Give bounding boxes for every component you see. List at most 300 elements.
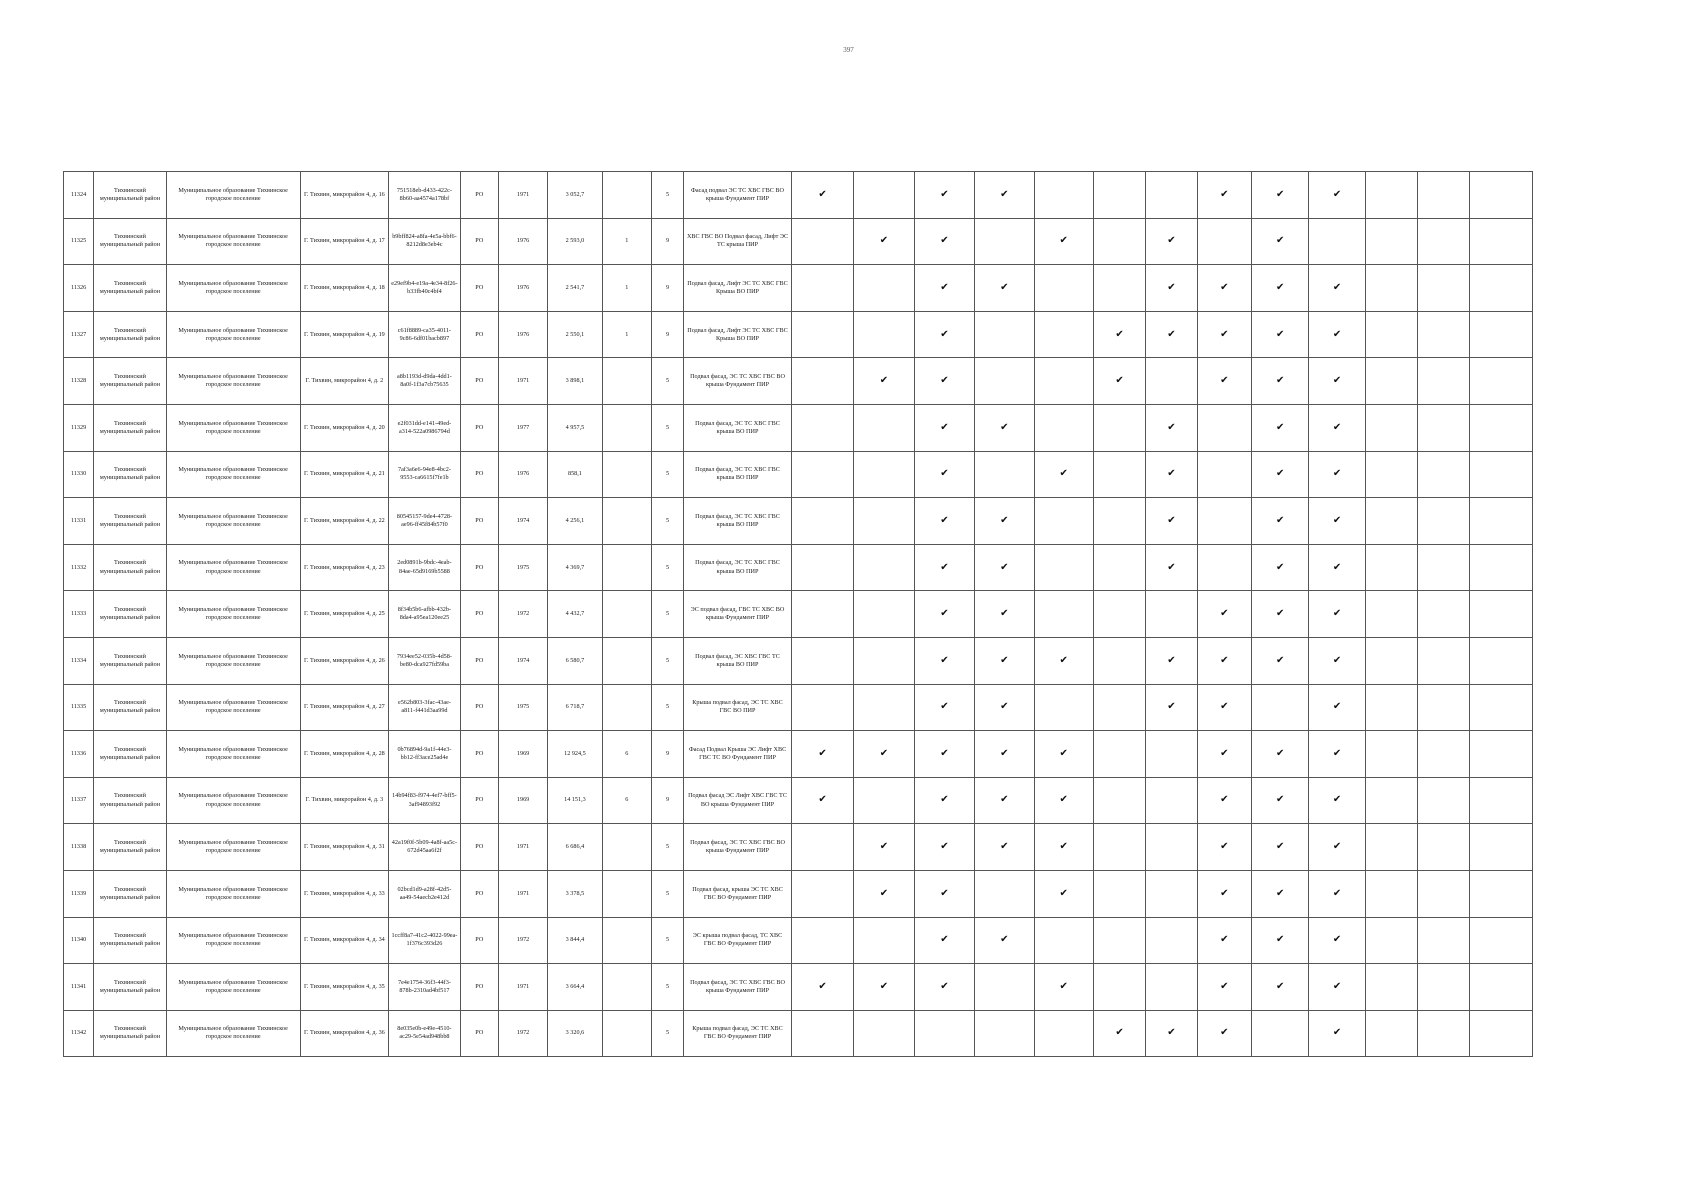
construction-year: 1971 — [498, 172, 547, 219]
work-type-cell-11 — [1365, 311, 1417, 358]
work-type-cell-6 — [1093, 637, 1145, 684]
work-type-cell-12 — [1418, 265, 1470, 312]
floors-count: 9 — [651, 265, 683, 312]
work-type-cell-2 — [854, 870, 914, 917]
checkmark-icon: ✔ — [1167, 514, 1176, 526]
work-type-cell-2 — [854, 544, 914, 591]
district-name: Тихвинский муниципальный район — [94, 591, 166, 638]
work-type-cell-2 — [854, 591, 914, 638]
work-type-cell-3 — [914, 637, 974, 684]
checkmark-icon: ✔ — [940, 701, 949, 713]
checkmark-icon: ✔ — [1059, 235, 1068, 247]
page-number: 397 — [843, 46, 854, 54]
work-type-cell-1 — [791, 1010, 853, 1057]
object-address: Г. Тихвин, микрорайон 4, д. 34 — [300, 917, 389, 964]
work-type-cell-12 — [1418, 964, 1470, 1011]
total-area: 6 580,7 — [548, 637, 602, 684]
work-type-cell-10 — [1309, 265, 1365, 312]
work-type-cell-5 — [1034, 637, 1093, 684]
checkmark-icon: ✔ — [879, 980, 889, 992]
checkmark-icon: ✔ — [1332, 281, 1342, 293]
work-type-cell-10 — [1309, 451, 1365, 498]
ownership-type: РО — [460, 218, 498, 265]
planned-works: Подвал фасад, ЭС ТС ХВС ГВС крыша ВО ПИР — [684, 544, 792, 591]
work-type-cell-12 — [1418, 451, 1470, 498]
work-type-cell-6 — [1093, 451, 1145, 498]
checkmark-icon: ✔ — [1167, 654, 1176, 666]
work-type-cell-13 — [1470, 917, 1533, 964]
work-type-cell-1 — [791, 404, 853, 451]
checkmark-icon: ✔ — [1332, 841, 1342, 853]
work-type-cell-5 — [1034, 917, 1093, 964]
work-type-cell-10 — [1309, 218, 1365, 265]
municipality-name: Муниципальное образование Тихвинское городское поселение — [166, 498, 300, 545]
work-type-cell-8 — [1197, 870, 1251, 917]
checkmark-icon: ✔ — [1059, 887, 1068, 899]
work-type-cell-11 — [1365, 451, 1417, 498]
work-type-cell-3 — [914, 917, 974, 964]
ownership-type: РО — [460, 917, 498, 964]
object-id: 11331 — [64, 498, 94, 545]
work-type-cell-5 — [1034, 404, 1093, 451]
work-type-cell-7 — [1146, 172, 1197, 219]
work-type-cell-4 — [975, 311, 1034, 358]
object-id: 11324 — [64, 172, 94, 219]
work-type-cell-11 — [1365, 917, 1417, 964]
work-type-cell-1 — [791, 637, 853, 684]
checkmark-icon: ✔ — [1275, 608, 1285, 620]
ownership-type: РО — [460, 544, 498, 591]
object-id: 11332 — [64, 544, 94, 591]
checkmark-icon: ✔ — [1275, 654, 1285, 666]
district-name: Тихвинский муниципальный район — [94, 544, 166, 591]
work-type-cell-4 — [975, 1010, 1034, 1057]
work-type-cell-1 — [791, 824, 853, 871]
work-type-cell-7 — [1146, 451, 1197, 498]
table-row — [64, 498, 1533, 545]
work-type-cell-8 — [1197, 964, 1251, 1011]
district-name: Тихвинский муниципальный район — [94, 265, 166, 312]
work-type-cell-13 — [1470, 358, 1533, 405]
total-area: 3 320,6 — [548, 1010, 602, 1057]
checkmark-icon: ✔ — [1000, 514, 1009, 526]
work-type-cell-3 — [914, 218, 974, 265]
planned-works: Подвал фасад, ЭС ТС ХВС ГВС ВО крыша Фундамент ПИР — [684, 824, 792, 871]
floors-count: 5 — [651, 917, 683, 964]
checkmark-icon: ✔ — [879, 887, 889, 899]
work-type-cell-9 — [1251, 870, 1308, 917]
work-type-cell-6 — [1093, 498, 1145, 545]
ownership-type: РО — [460, 964, 498, 1011]
planned-works: Подвал фасад, ЭС ХВС ГВС ТС крыша ВО ПИР — [684, 637, 792, 684]
work-type-cell-10 — [1309, 637, 1365, 684]
work-type-cell-9 — [1251, 218, 1308, 265]
work-type-cell-3 — [914, 870, 974, 917]
table-row — [64, 637, 1533, 684]
work-type-cell-9 — [1251, 591, 1308, 638]
work-type-cell-11 — [1365, 404, 1417, 451]
checkmark-icon: ✔ — [1275, 934, 1285, 946]
checkmark-icon: ✔ — [1275, 235, 1285, 247]
checkmark-icon: ✔ — [1275, 421, 1285, 433]
underground-floors — [602, 404, 651, 451]
table-row — [64, 265, 1533, 312]
table-row — [64, 358, 1533, 405]
object-guid: 2ed0891b-9bdc-4eab-84ae-65d9169b5588 — [389, 544, 460, 591]
object-address: Г. Тихвин, микрорайон 4, д. 28 — [300, 731, 389, 778]
municipality-name: Муниципальное образование Тихвинское городское поселение — [166, 265, 300, 312]
object-guid: 1ccff8a7-41c2-4022-99ea-1f376c393d26 — [389, 917, 460, 964]
checkmark-icon: ✔ — [1220, 188, 1229, 200]
work-type-cell-8 — [1197, 777, 1251, 824]
work-type-cell-5 — [1034, 498, 1093, 545]
work-type-cell-1 — [791, 964, 853, 1011]
table-row — [64, 684, 1533, 731]
work-type-cell-7 — [1146, 777, 1197, 824]
table-row — [64, 824, 1533, 871]
work-type-cell-8 — [1197, 172, 1251, 219]
work-type-cell-8 — [1197, 684, 1251, 731]
work-type-cell-1 — [791, 265, 853, 312]
checkmark-icon: ✔ — [1275, 794, 1285, 806]
work-type-cell-5 — [1034, 1010, 1093, 1057]
checkmark-icon: ✔ — [940, 468, 949, 480]
checkmark-icon: ✔ — [818, 188, 827, 200]
work-type-cell-4 — [975, 451, 1034, 498]
checkmark-icon: ✔ — [1220, 934, 1229, 946]
underground-floors: 1 — [602, 218, 651, 265]
checkmark-icon: ✔ — [940, 281, 949, 293]
underground-floors — [602, 172, 651, 219]
work-type-cell-9 — [1251, 731, 1308, 778]
work-type-cell-3 — [914, 591, 974, 638]
work-type-cell-11 — [1365, 498, 1417, 545]
registry-body — [64, 172, 1533, 1057]
planned-works: Крыша подвал фасад, ЭС ТС ХВС ГВС ВО Фундамент ПИР — [684, 1010, 792, 1057]
district-name: Тихвинский муниципальный район — [94, 358, 166, 405]
work-type-cell-1 — [791, 870, 853, 917]
planned-works: Фасад Подвал Крыша ЭС Лифт ХВС ГВС ТС ВО Фундамент ПИР — [684, 731, 792, 778]
work-type-cell-12 — [1418, 731, 1470, 778]
work-type-cell-9 — [1251, 964, 1308, 1011]
total-area: 4 957,5 — [548, 404, 602, 451]
checkmark-icon: ✔ — [940, 794, 949, 806]
total-area: 4 432,7 — [548, 591, 602, 638]
planned-works: Подвал фасад, ЭС ТС ХВС ГВС крыша ВО ПИР — [684, 451, 792, 498]
checkmark-icon: ✔ — [879, 747, 889, 759]
work-type-cell-2 — [854, 451, 914, 498]
work-type-cell-9 — [1251, 498, 1308, 545]
work-type-cell-6 — [1093, 218, 1145, 265]
ownership-type: РО — [460, 451, 498, 498]
work-type-cell-2 — [854, 218, 914, 265]
municipality-name: Муниципальное образование Тихвинское городское поселение — [166, 591, 300, 638]
work-type-cell-4 — [975, 917, 1034, 964]
total-area: 4 369,7 — [548, 544, 602, 591]
object-id: 11335 — [64, 684, 94, 731]
checkmark-icon: ✔ — [1000, 747, 1009, 759]
work-type-cell-1 — [791, 917, 853, 964]
work-type-cell-4 — [975, 824, 1034, 871]
object-address: Г. Тихвин, микрорайон 4, д. 25 — [300, 591, 389, 638]
work-type-cell-2 — [854, 311, 914, 358]
work-type-cell-8 — [1197, 498, 1251, 545]
municipality-name: Муниципальное образование Тихвинское городское поселение — [166, 172, 300, 219]
work-type-cell-3 — [914, 731, 974, 778]
checkmark-icon: ✔ — [1332, 561, 1342, 573]
work-type-cell-6 — [1093, 172, 1145, 219]
work-type-cell-10 — [1309, 591, 1365, 638]
construction-year: 1971 — [498, 964, 547, 1011]
table-row — [64, 404, 1533, 451]
total-area: 6 686,4 — [548, 824, 602, 871]
work-type-cell-5 — [1034, 777, 1093, 824]
work-type-cell-7 — [1146, 917, 1197, 964]
construction-year: 1976 — [498, 311, 547, 358]
district-name: Тихвинский муниципальный район — [94, 498, 166, 545]
object-guid: e29ef9b4-e19a-4e34-8f26-b33fb40c4bf4 — [389, 265, 460, 312]
work-type-cell-9 — [1251, 172, 1308, 219]
object-guid: 02bcd1d9-a28f-42d5-aa49-54aecb2e412d — [389, 870, 460, 917]
work-type-cell-13 — [1470, 777, 1533, 824]
work-type-cell-13 — [1470, 731, 1533, 778]
floors-count: 5 — [651, 637, 683, 684]
table-row — [64, 917, 1533, 964]
work-type-cell-11 — [1365, 777, 1417, 824]
object-guid: 751518eb-d433-422c-8b60-aa4574a178bf — [389, 172, 460, 219]
work-type-cell-9 — [1251, 917, 1308, 964]
object-id: 11338 — [64, 824, 94, 871]
ownership-type: РО — [460, 870, 498, 917]
checkmark-icon: ✔ — [1332, 188, 1342, 200]
underground-floors — [602, 917, 651, 964]
table-row — [64, 172, 1533, 219]
work-type-cell-5 — [1034, 731, 1093, 778]
work-type-cell-3 — [914, 311, 974, 358]
total-area: 2 541,7 — [548, 265, 602, 312]
work-type-cell-10 — [1309, 777, 1365, 824]
object-address: Г. Тихвин, микрорайон 4, д. 31 — [300, 824, 389, 871]
object-id: 11336 — [64, 731, 94, 778]
table-row — [64, 870, 1533, 917]
checkmark-icon: ✔ — [940, 608, 949, 620]
work-type-cell-5 — [1034, 870, 1093, 917]
work-type-cell-8 — [1197, 731, 1251, 778]
floors-count: 5 — [651, 824, 683, 871]
work-type-cell-9 — [1251, 824, 1308, 871]
work-type-cell-9 — [1251, 637, 1308, 684]
underground-floors — [602, 964, 651, 1011]
object-id: 11325 — [64, 218, 94, 265]
underground-floors: 1 — [602, 265, 651, 312]
underground-floors — [602, 591, 651, 638]
object-guid: e2f031dd-e141-49ed-a314-522a0986794d — [389, 404, 460, 451]
object-address: Г. Тихвин, микрорайон 4, д. 33 — [300, 870, 389, 917]
checkmark-icon: ✔ — [940, 747, 949, 759]
planned-works: Подвал фасад, Лифт ЭС ТС ХВС ГВС Крыша ВО ПИР — [684, 265, 792, 312]
work-type-cell-4 — [975, 870, 1034, 917]
work-type-cell-7 — [1146, 498, 1197, 545]
checkmark-icon: ✔ — [1167, 281, 1176, 293]
object-address: Г. Тихвин, микрорайон 4, д. 22 — [300, 498, 389, 545]
ownership-type: РО — [460, 637, 498, 684]
work-type-cell-10 — [1309, 870, 1365, 917]
work-type-cell-13 — [1470, 451, 1533, 498]
object-guid: 80545157-9de4-4728-ae96-ff45f84b57f0 — [389, 498, 460, 545]
work-type-cell-6 — [1093, 265, 1145, 312]
municipality-name: Муниципальное образование Тихвинское городское поселение — [166, 637, 300, 684]
checkmark-icon: ✔ — [1275, 514, 1285, 526]
work-type-cell-8 — [1197, 591, 1251, 638]
construction-year: 1972 — [498, 917, 547, 964]
floors-count: 5 — [651, 684, 683, 731]
checkmark-icon: ✔ — [1059, 468, 1068, 480]
district-name: Тихвинский муниципальный район — [94, 1010, 166, 1057]
table-row — [64, 731, 1533, 778]
work-type-cell-12 — [1418, 824, 1470, 871]
checkmark-icon: ✔ — [1332, 887, 1342, 899]
checkmark-icon: ✔ — [1332, 747, 1342, 759]
floors-count: 5 — [651, 451, 683, 498]
underground-floors — [602, 684, 651, 731]
table-row — [64, 777, 1533, 824]
total-area: 3 378,5 — [548, 870, 602, 917]
object-id: 11334 — [64, 637, 94, 684]
work-type-cell-6 — [1093, 358, 1145, 405]
work-type-cell-13 — [1470, 1010, 1533, 1057]
work-type-cell-4 — [975, 218, 1034, 265]
district-name: Тихвинский муниципальный район — [94, 404, 166, 451]
checkmark-icon: ✔ — [1220, 747, 1229, 759]
object-guid: 0b76894d-9a1f-44e3-bb12-ff3ace25ad4e — [389, 731, 460, 778]
checkmark-icon: ✔ — [940, 235, 949, 247]
work-type-cell-13 — [1470, 311, 1533, 358]
checkmark-icon: ✔ — [1220, 328, 1229, 340]
work-type-cell-8 — [1197, 451, 1251, 498]
work-type-cell-4 — [975, 404, 1034, 451]
checkmark-icon: ✔ — [1000, 701, 1009, 713]
work-type-cell-8 — [1197, 917, 1251, 964]
work-type-cell-1 — [791, 218, 853, 265]
checkmark-icon: ✔ — [1220, 608, 1229, 620]
checkmark-icon: ✔ — [1275, 281, 1285, 293]
total-area: 3 664,4 — [548, 964, 602, 1011]
underground-floors: 1 — [602, 311, 651, 358]
floors-count: 9 — [651, 311, 683, 358]
work-type-cell-4 — [975, 964, 1034, 1011]
checkmark-icon: ✔ — [1000, 934, 1009, 946]
work-type-cell-3 — [914, 265, 974, 312]
work-type-cell-2 — [854, 265, 914, 312]
work-type-cell-10 — [1309, 311, 1365, 358]
checkmark-icon: ✔ — [940, 188, 949, 200]
checkmark-icon: ✔ — [940, 887, 949, 899]
checkmark-icon: ✔ — [1332, 1027, 1342, 1039]
work-type-cell-4 — [975, 172, 1034, 219]
construction-year: 1971 — [498, 870, 547, 917]
planned-works: ЭС подвал фасад, ГВС ТС ХВС ВО крыша Фундамент ПИР — [684, 591, 792, 638]
work-type-cell-10 — [1309, 358, 1365, 405]
construction-year: 1976 — [498, 265, 547, 312]
checkmark-icon: ✔ — [1220, 794, 1229, 806]
work-type-cell-12 — [1418, 218, 1470, 265]
district-name: Тихвинский муниципальный район — [94, 172, 166, 219]
checkmark-icon: ✔ — [1167, 421, 1176, 433]
district-name: Тихвинский муниципальный район — [94, 218, 166, 265]
object-id: 11326 — [64, 265, 94, 312]
checkmark-icon: ✔ — [1332, 701, 1342, 713]
work-type-cell-5 — [1034, 358, 1093, 405]
work-type-cell-10 — [1309, 731, 1365, 778]
checkmark-icon: ✔ — [940, 561, 949, 573]
underground-floors — [602, 870, 651, 917]
work-type-cell-12 — [1418, 404, 1470, 451]
object-address: Г. Тихвин, микрорайон 4, д. 2 — [300, 358, 389, 405]
planned-works: Подвал фасад, ЭС ТС ХВС ГВС ВО крыша Фундамент ПИР — [684, 964, 792, 1011]
work-type-cell-13 — [1470, 404, 1533, 451]
district-name: Тихвинский муниципальный район — [94, 451, 166, 498]
work-type-cell-6 — [1093, 777, 1145, 824]
floors-count: 5 — [651, 172, 683, 219]
work-type-cell-4 — [975, 731, 1034, 778]
work-type-cell-1 — [791, 684, 853, 731]
checkmark-icon: ✔ — [940, 654, 949, 666]
planned-works: Подвал фасад ЭС Лифт ХВС ГВС ТС ВО крыша Фундамент ПИР — [684, 777, 792, 824]
work-type-cell-11 — [1365, 870, 1417, 917]
object-guid: 7e4e1754-36f3-44f3-878b-2310ad4bf517 — [389, 964, 460, 1011]
floors-count: 5 — [651, 1010, 683, 1057]
object-id: 11341 — [64, 964, 94, 1011]
checkmark-icon: ✔ — [1220, 1027, 1229, 1039]
object-id: 11342 — [64, 1010, 94, 1057]
work-type-cell-2 — [854, 824, 914, 871]
work-type-cell-9 — [1251, 358, 1308, 405]
work-type-cell-3 — [914, 358, 974, 405]
checkmark-icon: ✔ — [879, 841, 889, 853]
object-address: Г. Тихвин, микрорайон 4, д. 21 — [300, 451, 389, 498]
checkmark-icon: ✔ — [1115, 1027, 1124, 1039]
work-type-cell-7 — [1146, 358, 1197, 405]
checkmark-icon: ✔ — [1275, 188, 1285, 200]
checkmark-icon: ✔ — [1275, 841, 1285, 853]
work-type-cell-1 — [791, 777, 853, 824]
object-address: Г. Тихвин, микрорайон 4, д. 19 — [300, 311, 389, 358]
work-type-cell-1 — [791, 451, 853, 498]
work-type-cell-6 — [1093, 917, 1145, 964]
work-type-cell-2 — [854, 684, 914, 731]
work-type-cell-11 — [1365, 218, 1417, 265]
municipality-name: Муниципальное образование Тихвинское городское поселение — [166, 824, 300, 871]
total-area: 2 593,0 — [548, 218, 602, 265]
checkmark-icon: ✔ — [1332, 608, 1342, 620]
work-type-cell-7 — [1146, 964, 1197, 1011]
work-type-cell-2 — [854, 731, 914, 778]
checkmark-icon: ✔ — [879, 375, 889, 387]
floors-count: 9 — [651, 777, 683, 824]
checkmark-icon: ✔ — [1275, 375, 1285, 387]
work-type-cell-4 — [975, 777, 1034, 824]
work-type-cell-11 — [1365, 591, 1417, 638]
construction-year: 1975 — [498, 544, 547, 591]
work-type-cell-10 — [1309, 172, 1365, 219]
housing-registry-table — [63, 171, 1533, 1057]
work-type-cell-7 — [1146, 870, 1197, 917]
work-type-cell-6 — [1093, 824, 1145, 871]
ownership-type: РО — [460, 404, 498, 451]
total-area: 4 256,1 — [548, 498, 602, 545]
underground-floors: 6 — [602, 731, 651, 778]
work-type-cell-11 — [1365, 265, 1417, 312]
